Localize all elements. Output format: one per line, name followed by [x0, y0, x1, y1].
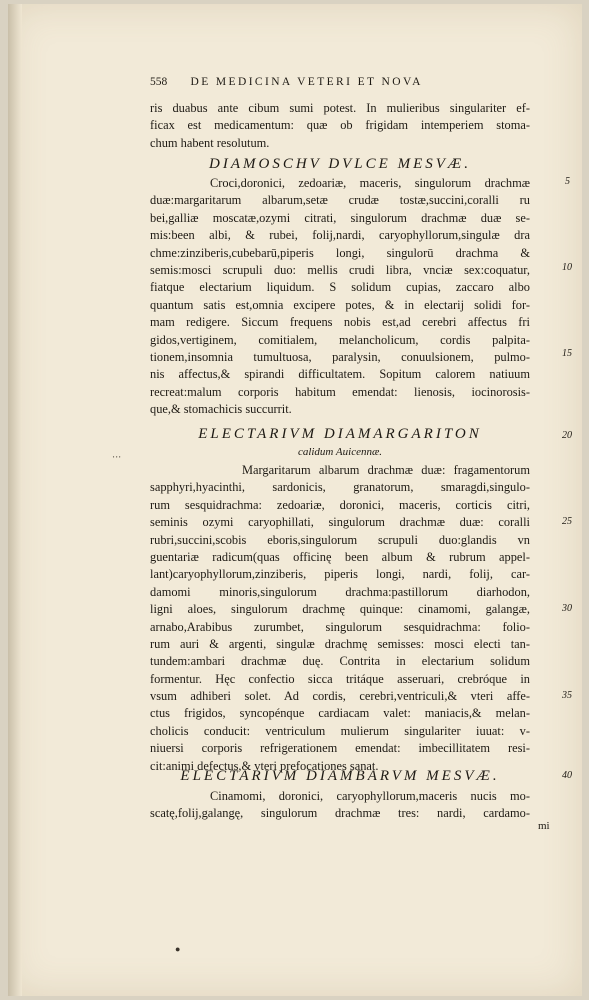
- text-line: Cinamomi, doronici, caryophyllorum,maceris nucis mo-: [210, 789, 530, 803]
- section-subheading: calidum Auicennæ.: [297, 446, 383, 458]
- page-number: 558: [150, 76, 168, 88]
- section-heading-diambarum: ELECTARIVM DIAMBARVM MESVÆ.: [180, 768, 500, 784]
- text-line: mam redigere. Siccum frequens nobis est,ad cerebri affectus fri: [150, 315, 530, 330]
- running-head: [150, 76, 530, 88]
- text-line: cholicis conducit: ventriculum mulierum singulariter iuuat: v-: [150, 723, 530, 738]
- binding-gutter: [8, 4, 22, 996]
- text-line: mis:been albi, & rubei, folij,nardi, caryophyllorum,singulæ dra: [150, 228, 530, 243]
- text-line: Margaritarum albarum drachmæ duæ: fragamentorum: [242, 463, 530, 477]
- catchword: mi: [538, 820, 550, 832]
- text-line: cit:animi defectus,& vteri prefocationes sanat.: [150, 758, 379, 773]
- line-number: 25: [562, 516, 572, 527]
- text-line: arnabo,Arabibus zurumbet, singulorum sesquidrachma: folio-: [150, 619, 530, 634]
- text-line: que,& stomachicis succurrit.: [150, 402, 292, 417]
- text-line: tundem:ambari drachmæ duę. Contrita in electarium solidum: [150, 654, 530, 669]
- text-line: Croci,doronici, zedoariæ, maceris, singulorum drachmæ: [210, 176, 530, 190]
- text-line: tionem,insomnia tumultuosa, paralysin, conuulsionem, pulmo-: [150, 349, 530, 364]
- paragraph-diamoschu: [150, 175, 530, 418]
- text-line: fiatque electarium liquidum. S solidum cupias, zaccaro albo: [150, 280, 530, 295]
- text-line: chum habent resolutum.: [150, 135, 270, 150]
- text-line: duæ:margaritarum albarum,setæ crudæ tostæ,succini,coralli ru: [150, 193, 530, 208]
- running-title: DE MEDICINA VETERI ET NOVA: [190, 76, 423, 88]
- line-number: 30: [562, 603, 572, 614]
- text-line: ctus frigidos, syncopénque cardiacam valet: maniacis,& melan-: [150, 706, 530, 721]
- line-number: 35: [562, 690, 572, 701]
- text-line: ris duabus ante cibum sumi potest. In mulieribus singulariter ef-: [150, 101, 530, 115]
- text-line: niuersi corporis refrigerationem emendat: imbecillitatem resi-: [150, 741, 530, 756]
- text-line: quantum satis est,omnia excipere potes, & in electarij solidi for-: [150, 297, 530, 312]
- text-line: nis affectus,& spirandi difficultatem. Sopitum calorem natiuum: [150, 367, 530, 382]
- section-heading-diamargariton: ELECTARIVM DIAMARGARITON: [198, 426, 482, 442]
- text-line: recreat:malum corporis habitum emendat: lienosis, iocinorosis-: [150, 384, 530, 399]
- text-line: bei,galliæ moscatæ,ozymi citrati, singulorum drachmæ duæ se-: [150, 210, 530, 225]
- text-line: scatę,folij,galangę, singulorum drachmæ tres: nardi, cardamo-: [150, 806, 530, 821]
- section-heading-diamoschu: DIAMOSCHV DVLCE MESVÆ.: [209, 156, 471, 172]
- paragraph-diambarum: [150, 788, 530, 823]
- paragraph-diamargariton: [150, 462, 530, 775]
- text-line: lant)caryophyllorum,zinziberis, piperis longi, nardi, folij, car-: [150, 567, 530, 582]
- text-line: ligni aloes, singulorum drachmę quinque: cinamomi, galangæ,: [150, 602, 530, 617]
- line-number: 10: [562, 262, 572, 273]
- text-line: semis:mosci scrupuli duo: mellis crudi libra, vnciæ sex:coquatur,: [150, 262, 530, 277]
- text-line: rubri,succini,scobis eboris,singulorum scrupuli duo:glandis vn: [150, 532, 530, 547]
- line-number: 5: [565, 176, 570, 187]
- text-line: rum sesquidrachma: zedoariæ, doronici, maceris, corticis citri,: [150, 497, 530, 512]
- text-line: vsum adhiberi solet. Ad cordis, cerebri,ventriculi,& vteri affe-: [150, 689, 530, 704]
- paragraph-intro: [150, 100, 530, 152]
- line-number: 20: [562, 430, 572, 441]
- text-line: chme:zinziberis,cubebarū,piperis longi, singulorū drachma &: [150, 245, 530, 260]
- text-line: guentariæ radicum(quas officinę been album & rubrum appel-: [150, 549, 530, 564]
- text-line: rum auri & argenti, singulæ drachmę semisses: mosci electi tan-: [150, 636, 530, 651]
- text-line: gidos,vertiginem, comitialem, melancholicum, cordis palpita-: [150, 332, 530, 347]
- ink-dot: ●: [175, 944, 181, 954]
- line-number: 15: [562, 348, 572, 359]
- text-line: ficax est medicamentum: quæ ob frigidam intemperiem stoma-: [150, 118, 530, 133]
- text-line: sapphyri,hyacinthi, sardonicis, granatorum, smaragdi,singulo-: [150, 480, 530, 495]
- text-line: damomi minoris,singulorum drachma:pastillorum diarhodon,: [150, 584, 530, 599]
- margin-mark: ⋅⋅⋅: [112, 452, 122, 462]
- text-line: formentur. Hęc confectio sicca tritáque asseruari, crebróque in: [150, 671, 530, 686]
- text-line: seminis ozymi caryophillati, singulorum drachmæ duæ: coralli: [150, 515, 530, 530]
- line-number: 40: [562, 770, 572, 781]
